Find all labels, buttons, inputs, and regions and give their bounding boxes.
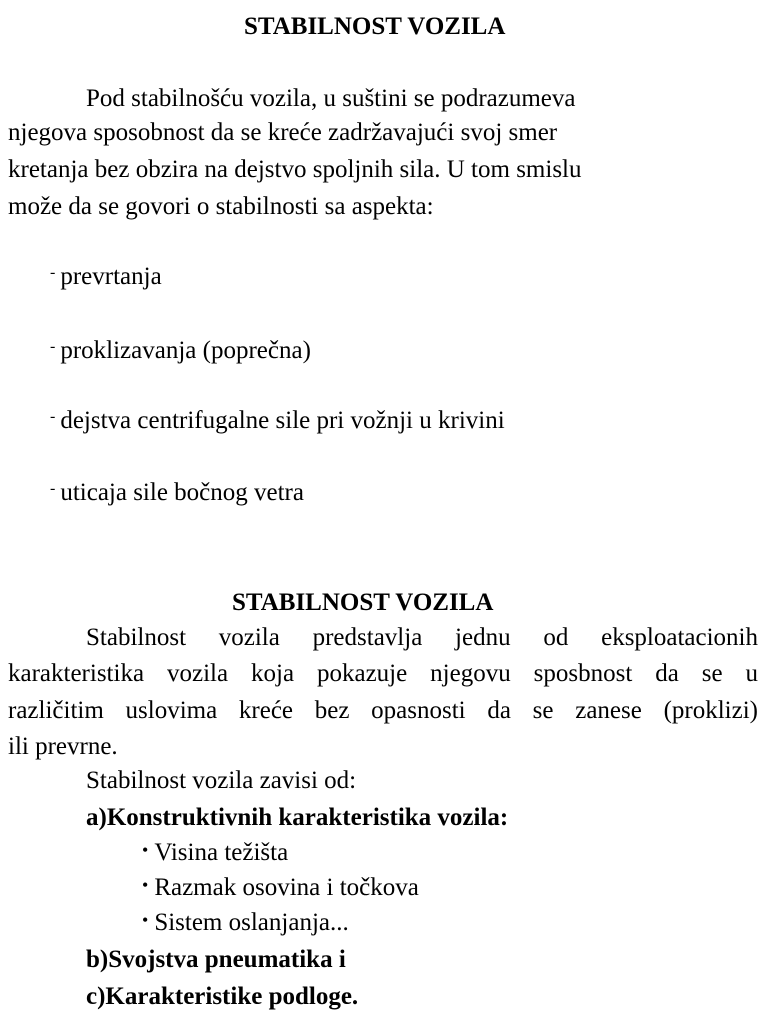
item-c: c)Karakteristike podloge. xyxy=(86,983,359,1010)
section2-title: STABILNOST VOZILA xyxy=(232,589,494,616)
paragraph-line-1: Stabilnost vozila predstavlja jednu od eksploatacionih xyxy=(86,624,758,651)
intro-line-3: kretanja bez obzira na dejstvo spoljnih sila. U tom smislu xyxy=(8,156,582,183)
dot-bullet-icon: • xyxy=(142,910,149,930)
sub-item xyxy=(142,908,349,939)
bullet-text: prevrtanja xyxy=(60,263,162,290)
dot-bullet-icon: • xyxy=(142,875,149,895)
paragraph-line-2: karakteristika vozila koja pokazuje njegovu sposbnost da se u xyxy=(8,660,758,687)
dot-bullet-icon: • xyxy=(142,840,149,860)
intro-line-4: može da se govori o stabilnosti sa aspekta: xyxy=(8,193,434,220)
intro-line-1: Pod stabilnošću vozila, u suštini se podrazumeva xyxy=(86,85,576,112)
bullet-text: uticaja sile bočnog vetra xyxy=(60,479,304,506)
dash-bullet-icon: - xyxy=(50,408,56,425)
section1-title: STABILNOST VOZILA xyxy=(244,13,506,40)
sub-item-text: Razmak osovina i točkova xyxy=(154,874,419,901)
bullet-item xyxy=(50,262,162,295)
dash-bullet-icon: - xyxy=(50,338,56,355)
depends-text: Stabilnost vozila zavisi od: xyxy=(86,767,357,794)
intro-line-2: njegova sposobnost da se kreće zadržavajući svoj smer xyxy=(8,119,558,146)
paragraph-line-4: ili prevrne. xyxy=(8,733,118,760)
sub-item xyxy=(142,873,419,904)
bullet-item xyxy=(50,406,505,439)
item-b: b)Svojstva pneumatika i xyxy=(86,946,346,973)
bullet-item xyxy=(50,478,304,511)
sub-item xyxy=(142,838,288,869)
sub-item-text: Sistem oslanjanja... xyxy=(154,909,349,936)
bullet-text: dejstva centrifugalne sile pri vožnji u krivini xyxy=(60,407,505,434)
sub-item-text: Visina težišta xyxy=(154,839,289,866)
bullet-item xyxy=(50,336,311,369)
item-a: a)Konstruktivnih karakteristika vozila: xyxy=(86,804,509,831)
paragraph-line-3: različitim uslovima kreće bez opasnosti da se zanese (proklizi) xyxy=(8,697,758,724)
dash-bullet-icon: - xyxy=(50,264,56,281)
bullet-text: proklizavanja (poprečna) xyxy=(60,337,311,364)
dash-bullet-icon: - xyxy=(50,480,56,497)
